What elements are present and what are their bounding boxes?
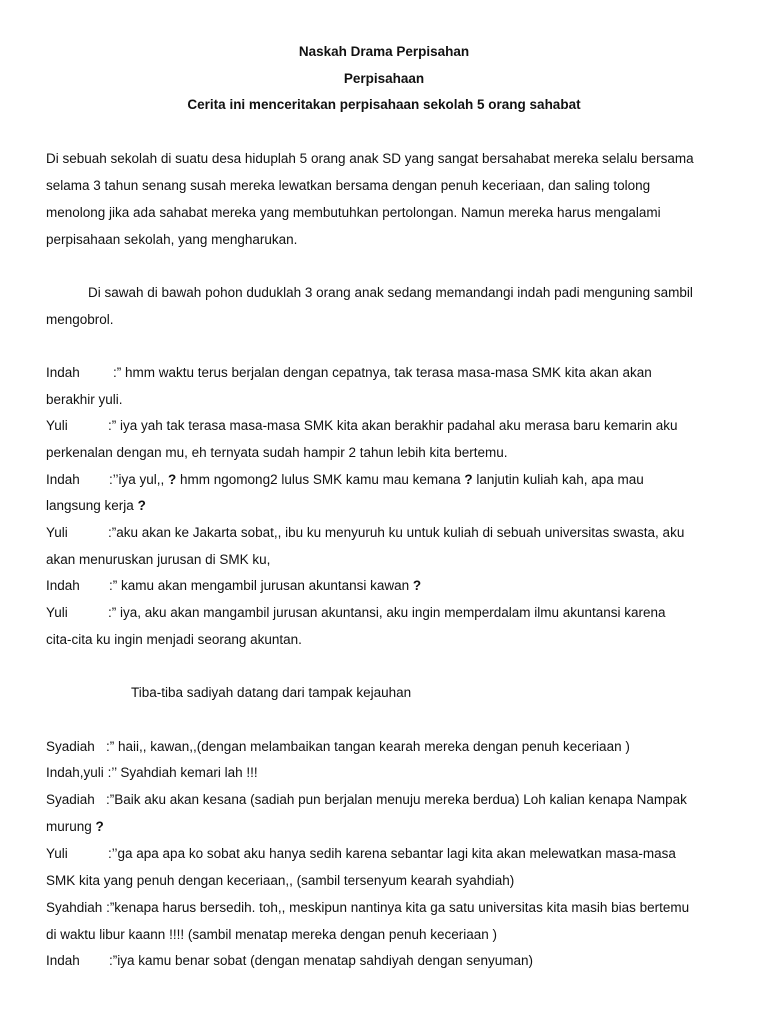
- dialog-line: [46, 577, 421, 595]
- dialog-text: :”kenapa harus bersedih. toh,, meskipun nantinya kita ga satu universitas kita masih bias bertemu: [106, 900, 690, 915]
- dialog-continuation: perkenalan dengan mu, eh ternyata sudah hampir 2 tahun lebih kita bertemu.: [46, 445, 508, 460]
- speaker-name: Indah: [46, 365, 80, 380]
- scene-line: Di sawah di bawah pohon duduklah 3 orang anak sedang memandangi indah padi menguning sambil: [88, 285, 693, 300]
- dialog-text: :” iya, aku akan mangambil jurusan akuntansi, aku ingin memperdalam ilmu akuntansi karena: [108, 605, 666, 620]
- dialog-text: :” hmm waktu terus berjalan dengan cepatnya, tak terasa masa-masa SMK kita akan akan: [113, 365, 652, 380]
- dialog-line: [46, 952, 533, 970]
- dialog-line: [46, 845, 676, 863]
- speaker-name: Yuli: [46, 605, 68, 620]
- dialog-line: [46, 471, 644, 489]
- dialog-continuation: langsung kerja ?: [46, 498, 146, 513]
- dialog-continuation: di waktu libur kaann !!!! (sambil menatap mereka dengan penuh keceriaan ): [46, 927, 498, 942]
- dialog-text: :’’iya yul,, ? hmm ngomong2 lulus SMK kamu mau kemana ? lanjutin kuliah kah, apa mau: [109, 472, 644, 487]
- speaker-name: Syahdiah: [46, 900, 103, 915]
- intro-line: menolong jika ada sahabat mereka yang membutuhkan pertolongan. Namun mereka harus mengalami: [46, 205, 661, 220]
- dialog-line: [46, 604, 666, 622]
- dialog-line: [46, 364, 652, 382]
- speaker-name: Indah,yuli: [46, 765, 104, 780]
- dialog-continuation: SMK kita yang penuh dengan keceriaan,, (sambil tersenyum kearah syahdiah): [46, 873, 515, 888]
- dialog-line: [46, 524, 684, 542]
- speaker-name: Yuli: [46, 846, 68, 861]
- dialog-continuation: cita-cita ku ingin menjadi seorang akuntan.: [46, 632, 302, 647]
- dialog-line: [46, 899, 689, 917]
- intro-line: selama 3 tahun senang susah mereka lewatkan bersama dengan penuh keceriaan, dan saling tolong: [46, 178, 651, 193]
- scene-line: Tiba-tiba sadiyah datang dari tampak kejauhan: [131, 685, 412, 700]
- dialog-continuation: akan menuruskan jurusan di SMK ku,: [46, 552, 271, 567]
- speaker-name: Indah: [46, 578, 80, 593]
- dialog-text: :”Baik aku akan kesana (sadiah pun berjalan menuju mereka berdua) Loh kalian kenapa Nampak: [106, 792, 687, 807]
- dialog-text: :”iya kamu benar sobat (dengan menatap sahdiyah dengan senyuman): [109, 953, 534, 968]
- dialog-continuation: murung ?: [46, 819, 104, 834]
- doc-subtitle: Perpisahaan: [343, 71, 425, 86]
- speaker-name: Indah: [46, 472, 80, 487]
- speaker-name: Syadiah: [46, 739, 95, 754]
- dialog-continuation: berakhir yuli.: [46, 392, 123, 407]
- dialog-line: [46, 738, 630, 756]
- speaker-name: Yuli: [46, 418, 68, 433]
- speaker-name: Yuli: [46, 525, 68, 540]
- dialog-text: :’’ Syahdiah kemari lah !!!: [107, 765, 258, 780]
- speaker-name: Syadiah: [46, 792, 95, 807]
- scene-line: mengobrol.: [46, 312, 114, 327]
- speaker-name: Indah: [46, 953, 80, 968]
- intro-line: Di sebuah sekolah di suatu desa hiduplah 5 orang anak SD yang sangat bersahabat mereka selalu bersama: [46, 151, 694, 166]
- dialog-text: :” iya yah tak terasa masa-masa SMK kita akan berakhir padahal aku merasa baru kemarin aku: [108, 418, 678, 433]
- doc-title: Naskah Drama Perpisahan: [298, 44, 470, 59]
- dialog-line: [46, 764, 258, 782]
- dialog-text: :’’ga apa apa ko sobat aku hanya sedih karena sebantar lagi kita akan melewatkan masa-masa: [108, 846, 676, 861]
- dialog-text: :”aku akan ke Jakarta sobat,, ibu ku menyuruh ku untuk kuliah di sebuah universitas swasta, aku: [108, 525, 685, 540]
- dialog-text: :” haii,, kawan,,(dengan melambaikan tangan kearah mereka dengan penuh keceriaan ): [106, 739, 630, 754]
- intro-line: perpisahaan sekolah, yang mengharukan.: [46, 232, 298, 247]
- dialog-text: :” kamu akan mengambil jurusan akuntansi kawan ?: [109, 578, 422, 593]
- dialog-line: [46, 791, 687, 809]
- dialog-line: [46, 417, 678, 435]
- doc-summary: Cerita ini menceritakan perpisahaan sekolah 5 orang sahabat: [187, 97, 581, 112]
